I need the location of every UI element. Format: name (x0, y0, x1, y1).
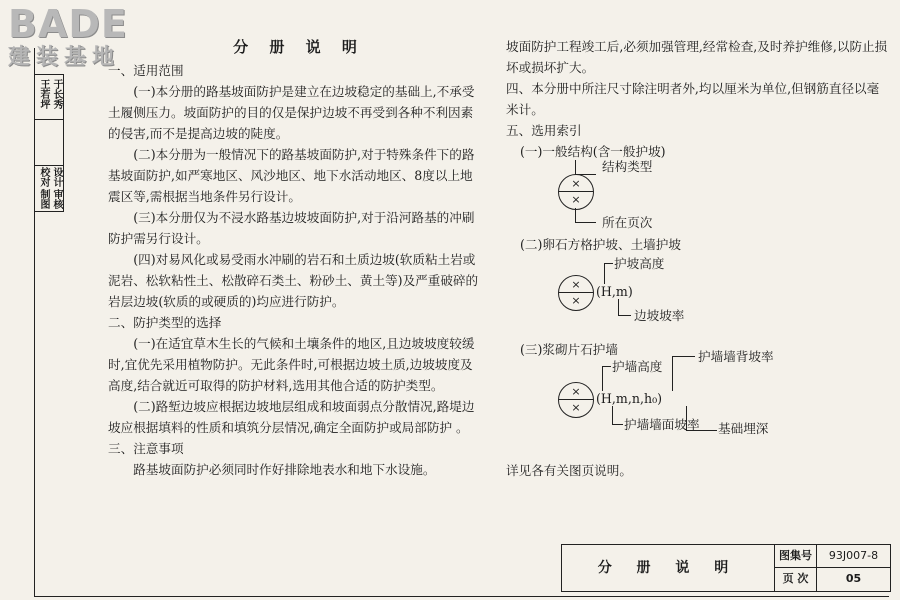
strip-divider (35, 165, 63, 166)
index-symbol (558, 382, 594, 418)
section-heading: 一、适用范围 (108, 63, 184, 78)
symbol-mark: × (571, 177, 581, 190)
symbol-divider (559, 292, 593, 293)
logo-subtitle: 建装基地 (8, 45, 121, 70)
paragraph: (四)对易风化或易受雨水冲刷的岩石和土质边坡(软质粘土岩或泥岩、松软粘性土、松散碎石类土、粉砂土、黄土等)及严重破碎的岩层边坡(软质的或硬质的)均应进行防护。 (108, 252, 479, 309)
label-wall-face-slope: 护墙墙面坡率 (624, 417, 700, 432)
page-number-label: 页 次 (782, 572, 809, 585)
paragraph: (二)路堑边坡应根据边坡地层组成和坡面弱点分散情况,路堤边坡应根据填料的性质和填筑分层情况,确定全面防护或局部防护 。 (108, 399, 475, 435)
paragraph: (三)本分册仅为不浸水路基边坡坡面防护,对于沿河路基的冲刷防护需另行设计。 (108, 210, 475, 246)
diagram-title: (一)一般结构(含一般护坡) (520, 144, 666, 159)
paragraph: 四、本分册中所注尺寸除注明者外,均以厘米为单位,但钢筋直径以毫米计。 (506, 81, 880, 117)
paragraph: (一)在适宜草木生长的气候和土壤条件的地区,且边坡坡度较缓时,宜优先采用植物防护。无此条件时,可根据边坡土质,边坡坡度及高度,结合就近可取得的防护材料,选用其他合适的防护类型。 (108, 336, 475, 393)
section-heading: 五、选用索引 (506, 123, 582, 138)
signature-strip (35, 74, 64, 212)
leader-line (575, 160, 596, 175)
logo-brand: BADE (8, 2, 128, 46)
paragraph: (二)本分册为一般情况下的路基坡面防护,对于特殊条件下的路基坡面防护,如严寒地区、风沙地区、地下水活动地区、8度以上地震区等,需根据当地条件另行设计。 (108, 147, 475, 204)
label-wall-back-slope: 护墙墙背坡率 (698, 349, 774, 364)
title-block (561, 544, 891, 592)
symbol-mark: × (571, 401, 581, 414)
leader-line (612, 406, 623, 425)
diagram-title: (三)浆砌片石护墙 (520, 342, 618, 357)
param-label: (H,m,n,h₀) (596, 391, 663, 406)
signature-name: 于长秀 (51, 79, 62, 109)
param-label: (H,m) (596, 284, 633, 299)
paragraph: (一)本分册的路基坡面防护是建立在边坡稳定的基础上,不承受土履侧压力。坡面防护的目的仅是保护边坡不再受到各种不利因素的侵害,而不是提高边坡的陡度。 (108, 84, 475, 141)
label-wall-height: 护墙高度 (612, 359, 663, 374)
index-symbol (558, 174, 594, 210)
leader-line (575, 208, 596, 223)
strip-divider (35, 119, 63, 120)
label-foundation-depth: 基础埋深 (718, 421, 769, 436)
symbol-divider (559, 399, 593, 400)
diagram-title: (二)卵石方格护坡、土墙护坡 (520, 237, 681, 252)
symbol-mark: × (571, 385, 581, 398)
leader-line (602, 366, 611, 391)
leader-line (672, 356, 695, 391)
symbol-mark: × (571, 278, 581, 291)
leader-line (618, 299, 631, 316)
symbol-mark: × (571, 294, 581, 307)
role-label-review: 审核 (51, 189, 62, 209)
index-symbol (558, 275, 594, 311)
paragraph: 坡面防护工程竣工后,必须加强管理,经常检查,及时养护维修,以防止损坏或损坏扩大。 (506, 39, 888, 75)
index-diagram-slope (506, 255, 888, 339)
role-label-draw: 制图 (38, 189, 49, 209)
section-heading: 三、注意事项 (108, 441, 184, 456)
label-slope-height: 护坡高度 (614, 256, 665, 271)
symbol-divider (559, 191, 593, 192)
leader-line (604, 263, 613, 284)
paragraph: 路基坡面防护必须同时作好排除地表水和地下水设施。 (133, 462, 436, 477)
role-label-design: 设计 (51, 167, 62, 187)
left-column (108, 36, 480, 480)
leader-line (686, 406, 717, 431)
index-diagram-general (506, 159, 888, 234)
atlas-number-label: 图集号 (779, 549, 812, 562)
signature-name: 王若坪 (38, 79, 49, 109)
frame-bottom-border (34, 596, 889, 597)
section-heading: 二、防护类型的选择 (108, 315, 222, 330)
right-column (506, 36, 888, 481)
label-page-number: 所在页次 (602, 215, 653, 230)
atlas-number-value: 93J007-8 (828, 549, 879, 562)
role-label-check: 校对 (38, 167, 49, 187)
label-slope-rate: 边坡坡率 (634, 308, 685, 323)
note-text: 详见各有关图页说明。 (506, 463, 632, 478)
page-title: 分 册 说 明 (233, 38, 365, 56)
symbol-mark: × (571, 193, 581, 206)
label-structure-type: 结构类型 (602, 159, 653, 174)
page-number-value: 05 (845, 572, 862, 585)
title-block-title: 分 册 说 明 (562, 545, 775, 591)
